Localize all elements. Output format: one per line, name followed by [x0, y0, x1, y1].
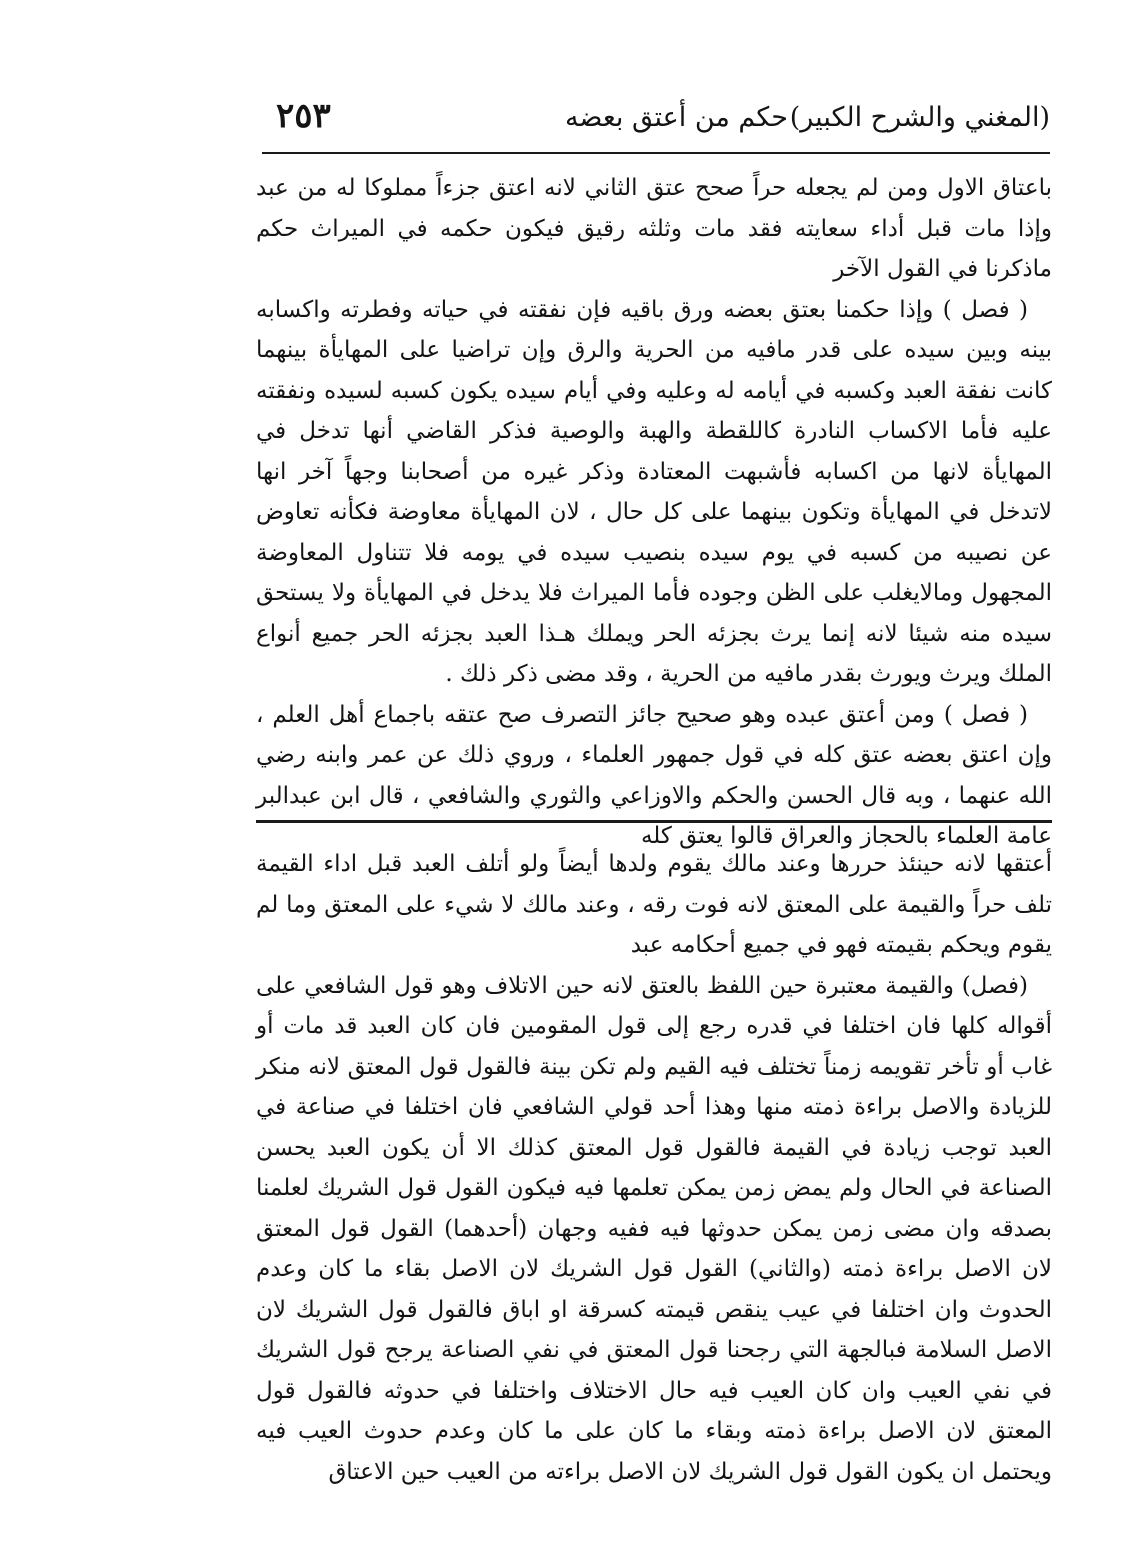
commentary-text: [256, 844, 1052, 1492]
page-number: ٢٥٣: [276, 96, 331, 136]
chapter-title: حكم من أعتق بعضه: [564, 102, 788, 133]
main-paragraph: ( فصل ) ومن أعتق عبده وهو صحيح جائز التصرف صح عتقه باجماع أهل العلم ، وإن اعتق بعضه عتق كله في قول جمهور العلماء ، وروي ذلك عن عمر وابنه رضي الله عنهما ، وبه قال الحسن والحكم والاوزاعي والثوري والشافعي ، قال ابن عبدالبر عامة العلماء بالحجاز والعراق قالوا يعتق كله: [256, 701, 1052, 849]
page-header: [262, 98, 1050, 150]
running-title: (المغني والشرح الكبير): [789, 102, 1050, 133]
commentary-paragraph: أعتقها لانه حينئذ حررها وعند مالك يقوم ولدها أيضاً ولو أتلف العبد قبل اداء القيمة تلف حراً والقيمة على المعتق لانه فوت رقه ، وعند مالك لا شيء على المعتق وما لم يقوم ويحكم بقيمته فهو في جميع أحكامه عبد: [256, 851, 1052, 958]
main-paragraph: باعتاق الاول ومن لم يجعله حراً صحح عتق الثاني لانه اعتق جزءاً مملوكا له من عبد وإذا مات قبل أداء سعايته فقد مات وثلثه رقيق فيكون حكمه في الميراث حكم ماذكرنا في القول الآخر: [256, 175, 1052, 282]
main-paragraph: ( فصل ) وإذا حكمنا بعتق بعضه ورق باقيه فإن نفقته في حياته وفطرته واكسابه بينه وبين سيده على قدر مافيه من الحرية والرق وإن تراضيا على المهايأة بينهما كانت نفقة العبد وكسبه في أيامه له وعليه وفي أيام سيده يكون كسبه لسيده ونفقته عليه فأما الاكساب النادرة كاللقطة والهبة والوصية فذكر القاضي أنها تدخل في المهايأة لانها من اكسابه فأشبهت المعتادة وذكر غيره من أصحابنا وجهاً آخر انها لاتدخل في المهايأة وتكون بينهما على كل حال ، لان المهايأة معاوضة فكأنه تعاوض عن نصيبه من كسبه في يوم سيده بنصيب سيده في يومه فلا تتناول المعاوضة المجهول ومالايغلب على الظن وجوده فأما الميراث فلا يدخل في المهايأة ولا يستحق سيده منه شيئا لانه إنما يرث بجزئه الحر ويملك هـذا العبد بجزئه الحر جميع أنواع الملك ويرث ويورث بقدر مافيه من الحرية ، وقد مضى ذكر ذلك .: [256, 296, 1052, 687]
main-text: [256, 168, 1052, 857]
section-divider: [256, 820, 1052, 823]
header-rule: [262, 152, 1050, 154]
commentary-paragraph: (فصل) والقيمة معتبرة حين اللفظ بالعتق لانه حين الاتلاف وهو قول الشافعي على أقواله كلها فان اختلفا في قدره رجع إلى قول المقومين فان كان العبد قد مات أو غاب أو تأخر تقويمه زمناً تختلف فيه القيم ولم تكن بينة فالقول قول المعتق لانه منكر للزيادة والاصل براءة ذمته منها وهذا أحد قولي الشافعي فان اختلفا في صناعة في العبد توجب زيادة في القيمة فالقول قول المعتق كذلك الا أن يكون العبد يحسن الصناعة في الحال ولم يمض زمن يمكن تعلمها فيه فيكون القول قول الشريك لعلمنا بصدقه وان مضى زمن يمكن حدوثها فيه ففيه وجهان (أحدهما) القول قول المعتق لان الاصل براءة ذمته (والثاني) القول قول الشريك لان الاصل بقاء ما كان وعدم الحدوث وان اختلفا في عيب ينقص قيمته كسرقة او اباق فالقول قول الشريك لان الاصل السلامة فبالجهة التي رجحنا قول المعتق في نفي الصناعة يرجح قول الشريك في نفي العيب وان كان العيب فيه حال الاختلاف واختلفا في حدوثه فالقول قول المعتق لان الاصل براءة ذمته وبقاء ما كان على ما كان وعدم حدوث العيب فيه ويحتمل ان يكون القول قول الشريك لان الاصل براءته من العيب حين الاعتاق: [256, 972, 1052, 1485]
